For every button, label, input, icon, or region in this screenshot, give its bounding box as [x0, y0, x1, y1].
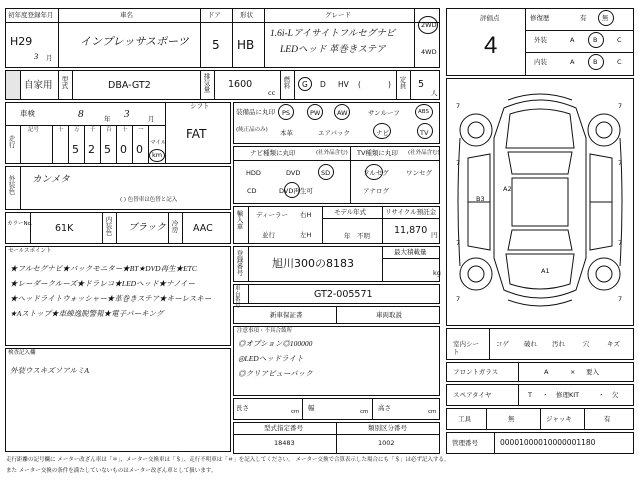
equip-sunroof: サンルーフ	[368, 109, 400, 117]
inspection-month-unit: 月	[148, 115, 155, 123]
tv-sub-label: (社外品含む)	[408, 150, 440, 156]
divider	[396, 70, 397, 100]
color-code-label: カラーNo.	[7, 221, 33, 227]
exterior-grade-c: C	[617, 36, 622, 44]
mileage-digit: 0	[136, 143, 143, 156]
interior-grade-b: B	[593, 58, 598, 66]
equip-leather: 本革	[280, 129, 293, 137]
mileage-h4: 百	[106, 127, 112, 133]
divider	[525, 8, 526, 76]
equip-pw: PW	[310, 109, 321, 117]
interior-sheet-label: 室内シート	[453, 340, 479, 357]
spare-tire-dot: ・	[542, 391, 549, 399]
inspection-label: 車検	[20, 109, 35, 118]
divider	[84, 125, 85, 164]
divider	[20, 166, 21, 210]
divider	[232, 8, 233, 68]
divider	[200, 8, 201, 68]
tv-fullseg: フルセグ	[363, 169, 389, 177]
notes-line: ◎クリアビューパック	[238, 369, 313, 378]
divider	[372, 398, 373, 420]
divider	[72, 70, 73, 100]
divider	[132, 125, 133, 164]
windshield-label: フロントガラス	[453, 368, 499, 376]
divider	[168, 212, 169, 244]
fuel-hv: HV	[338, 80, 349, 89]
tv-label: TV種類に丸印	[357, 149, 398, 157]
divider	[525, 30, 634, 31]
windshield-x: ×	[570, 368, 576, 376]
drive-selected: 2WD	[421, 21, 437, 29]
divider	[58, 70, 59, 100]
navi-sub-label: (社外品含む)	[316, 150, 348, 156]
damage-mark: A2	[503, 185, 512, 193]
navi-dvd: DVD	[286, 169, 301, 177]
model-year-label: モデル年式	[334, 208, 367, 216]
displacement: 1600	[228, 79, 253, 90]
max-load-unit: kg	[433, 269, 441, 277]
mileage-h5: 十	[122, 127, 128, 133]
navi-label: ナビ種類に丸印	[250, 149, 296, 157]
grade-label: グレード	[325, 11, 351, 19]
body-shape: HB	[237, 38, 255, 52]
divider	[382, 206, 383, 244]
equipment-sub-label: (純正品のみ)	[236, 127, 268, 133]
divider	[165, 102, 166, 164]
diagram-corner-label: 7	[456, 239, 461, 247]
interior-grade-a: A	[570, 58, 575, 66]
chassis-label: 車台番号	[235, 286, 241, 309]
car-diagram	[446, 78, 634, 326]
mileage-digit: 0	[120, 143, 127, 156]
divider	[540, 408, 541, 430]
mileage-digit: 5	[72, 143, 79, 156]
exterior-grade-b: B	[593, 36, 598, 44]
sales-point-line: ★レーダークルーズ★ドラレコ★LEDヘッド★ナノイー	[10, 279, 195, 288]
notes-line: ◎LEDヘッドライト	[238, 354, 304, 363]
spare-tire-label: スペアタイヤ	[453, 391, 492, 399]
height-unit: cm	[428, 409, 437, 415]
capacity: 5	[418, 79, 425, 90]
mileage-unit-km: km	[152, 151, 163, 159]
divider	[233, 160, 440, 161]
management-label: 管理番号	[452, 439, 478, 447]
mileage-sym-header: 記号	[28, 127, 40, 133]
diagram-corner-label: 7	[618, 102, 623, 110]
usage-side	[6, 71, 20, 99]
divider	[20, 125, 21, 164]
divider	[410, 70, 411, 100]
manual-label: 車両取説	[376, 311, 402, 319]
divider	[5, 125, 165, 126]
width-unit: cm	[360, 409, 369, 415]
reg-month: 3	[34, 51, 39, 61]
usage-row	[5, 70, 440, 100]
grade-line1: 1.6i-Lアイサイトフルセグナビ	[270, 29, 396, 39]
interior-color-label: 内装色	[104, 216, 113, 236]
shape-label: 形状	[240, 11, 253, 19]
divider	[102, 212, 103, 244]
shift-label: シフト	[190, 102, 210, 110]
registration-number: 旭川300の8183	[272, 257, 354, 270]
door-count: 5	[212, 38, 220, 52]
diagram-corner-label: 7	[456, 102, 461, 110]
spare-tire-dot: ・	[598, 391, 605, 399]
interior-color: ブラック	[128, 223, 166, 233]
divider	[382, 246, 383, 282]
divider	[280, 70, 281, 100]
exterior-block	[5, 166, 231, 210]
recycle-unit: 円	[431, 231, 438, 239]
sales-point-line: ★ヘッドライトウォッシャー★革巻きステア★キーレスキー	[10, 294, 212, 303]
first-reg-label: 初年度登録年月	[8, 11, 54, 19]
divider	[350, 146, 351, 204]
repair-no: 無	[602, 14, 609, 22]
model-year: 年 不明	[344, 232, 370, 240]
spare-tire-missing: 欠	[612, 391, 619, 399]
damage-mark: A1	[541, 267, 550, 275]
spare-tire-t: T	[528, 391, 532, 399]
divider	[294, 70, 295, 100]
equip-abs: ABS	[418, 109, 429, 115]
mileage-label: 走行	[7, 135, 16, 148]
jack-value: 有	[604, 415, 611, 423]
jack-label: ジャッキ	[546, 415, 572, 423]
equip-airbag: エアバック	[318, 129, 350, 137]
interior-grade-c: C	[617, 58, 622, 66]
grade-label: 評価点	[480, 14, 500, 22]
mileage-h2: 万	[74, 127, 80, 133]
mileage-digit: 2	[88, 143, 95, 156]
divider	[5, 22, 440, 23]
fuel-d: D	[320, 80, 326, 89]
divider	[336, 422, 337, 454]
divider	[489, 328, 490, 360]
car-name: インプレッサスポーツ	[80, 36, 189, 48]
interior-sheet-option: 穴	[583, 340, 590, 348]
divider	[58, 8, 59, 68]
mileage-unit-mile: マイル	[150, 140, 167, 146]
interior-sheet-option: コゲ	[496, 340, 509, 348]
reg-month-unit: 月	[46, 54, 53, 62]
fuel-label: 燃料	[282, 76, 291, 89]
divider	[494, 432, 495, 454]
diagram-corner-label: 7	[456, 295, 461, 303]
divider	[518, 384, 519, 406]
model-label: 型式	[60, 76, 69, 89]
diagram-corner-label: 7	[618, 159, 623, 167]
diagram-corner-label: 7	[618, 239, 623, 247]
fuel-g: G	[302, 80, 308, 89]
exterior-grade-label: 外装	[534, 36, 547, 44]
divider	[302, 398, 303, 420]
divider	[68, 125, 69, 164]
divider	[182, 212, 183, 244]
usage-type: 自家用	[24, 80, 53, 91]
ac-value: AAC	[193, 223, 213, 234]
tv-analog: アナログ	[363, 187, 389, 195]
windshield-replace: 要入	[586, 368, 599, 376]
divider	[200, 70, 201, 100]
navi-cd: CD	[247, 187, 257, 195]
divider	[518, 362, 519, 382]
divider	[116, 212, 117, 244]
inspector-block	[5, 348, 231, 452]
navi-sd: SD	[321, 169, 331, 177]
height-label: 高さ	[378, 404, 391, 412]
displacement-label: 排気量	[202, 73, 211, 93]
divider	[264, 8, 265, 68]
exterior-grade-a: A	[570, 36, 575, 44]
drive-other: 4WD	[421, 48, 437, 56]
notes-line: ◎オプション◎100000	[238, 339, 313, 348]
divider	[20, 70, 21, 100]
grade-score: 4	[484, 32, 498, 59]
equip-navi: ナビ	[376, 129, 389, 137]
exterior-color: カンメタ	[32, 175, 70, 185]
divider	[233, 434, 440, 435]
type-number: 18483	[274, 439, 295, 447]
ac-label: 冷房	[170, 220, 179, 233]
diagram-corner-label: 7	[618, 295, 623, 303]
length-unit: cm	[291, 409, 300, 415]
dimensions-block	[233, 398, 440, 420]
capacity-label: 定員	[398, 76, 407, 89]
diagram-corner-label: 7	[456, 159, 461, 167]
inspection-year: 8	[78, 108, 84, 120]
grade-line2: LEDヘッド 革巻きステア	[280, 45, 386, 55]
inspection-month: 3	[124, 108, 130, 120]
divider	[584, 408, 585, 430]
registration-label: 登録番号	[235, 250, 244, 276]
divider	[336, 306, 337, 324]
divider	[414, 8, 415, 68]
mileage-h1: 十	[58, 127, 64, 133]
import-label: 輸入車	[235, 210, 244, 230]
divider	[248, 284, 249, 304]
type-number-label: 型式指定番号	[264, 424, 303, 432]
exterior-color-note: ( ) 色替車は色替と記入	[120, 197, 178, 203]
sales-point-line: ★フルセグナビ★バックモニター★BT★DVD再生★ETC	[10, 264, 197, 273]
import-right: 右H	[300, 211, 312, 219]
management-number: 00001000010000001180	[500, 438, 596, 447]
divider	[100, 125, 101, 164]
reg-year: H29	[10, 35, 33, 48]
inspection-year-unit: 年	[104, 115, 111, 123]
navi-dvd-play: DVD再生可	[279, 187, 313, 195]
shift-value: FAT	[186, 127, 207, 141]
car-name-label: 車名	[120, 11, 133, 19]
windshield-a: A	[544, 368, 549, 376]
capacity-unit: 人	[431, 89, 438, 97]
max-load-label: 最大積載量	[394, 248, 427, 256]
divider	[382, 258, 440, 259]
interior-sheet-option: 破れ	[524, 340, 537, 348]
footer-line2: また メーター交換の条件を満たしていないものはメーター改ざん車として扱います。	[6, 468, 217, 474]
navi-hdd: HDD	[246, 169, 261, 177]
divider	[486, 408, 487, 430]
mileage-h3: 千	[90, 127, 96, 133]
repair-yes: 有	[580, 14, 587, 22]
divider	[248, 206, 249, 244]
divider	[116, 125, 117, 164]
import-dealer: ディーラー	[256, 211, 288, 219]
tools-value: 無	[508, 415, 515, 423]
door-label: ドア	[208, 11, 221, 19]
length-label: 長さ	[236, 404, 249, 412]
interior-grade-label: 内装	[534, 58, 547, 66]
inspector-label: 検査記入欄	[8, 350, 36, 356]
import-parallel: 並行	[262, 231, 275, 239]
sales-point-label: セールスポイント	[8, 248, 52, 254]
footer-line1: 走行距離の記号欄に メーター改ざん車は「＊」、メーター交換車は「＄」、走行不明車は「＃」を記入してください。 メーター交換で合算表示した場合にも「＄」は必ず記入する。	[6, 457, 450, 463]
divider	[248, 246, 249, 282]
fuel-paren-close: )	[388, 80, 391, 89]
notes-label: 注意事項・不具合箇所	[237, 328, 293, 334]
divider	[52, 125, 53, 164]
tv-oneseg: ワンセグ	[406, 169, 432, 177]
tools-label: 工具	[458, 415, 471, 423]
recycle-amount: 11,870	[394, 225, 428, 236]
exterior-label: 外装色	[7, 175, 16, 195]
equip-tv: TV	[420, 129, 429, 137]
divider	[30, 212, 31, 244]
chassis-number: GT2-005571	[314, 289, 373, 300]
divider	[214, 70, 215, 100]
new-warranty-label: 新車保証書	[270, 311, 303, 319]
equip-ps: PS	[282, 109, 291, 117]
divider	[322, 218, 440, 219]
equipment-label: 装備品に丸印	[236, 108, 275, 116]
fuel-paren-open: (	[358, 80, 361, 89]
class-number-label: 類別区分番号	[368, 424, 407, 432]
width-label: 幅	[308, 404, 315, 412]
equip-aw: AW	[337, 109, 348, 117]
divider	[525, 52, 634, 53]
mileage-h6: 一	[138, 127, 144, 133]
import-left: 左H	[300, 231, 312, 239]
model-code: DBA-GT2	[108, 80, 151, 91]
repair-label: 修復歴	[530, 14, 550, 22]
class-number: 1002	[378, 439, 395, 447]
inspector-text: 外装ウスキズソアルミA	[10, 366, 89, 375]
interior-sheet-option: キズ	[607, 340, 620, 348]
color-code: 61K	[55, 223, 74, 234]
mileage-digit: 5	[104, 143, 111, 156]
sales-point-line: ★Aストップ★車線逸脱警報★電子パーキング	[10, 309, 164, 318]
cc-unit: cc	[268, 89, 276, 97]
recycle-label: リサイクル預託金	[385, 208, 437, 216]
interior-sheet-option: 汚れ	[552, 340, 565, 348]
damage-mark: B3	[476, 195, 485, 203]
spare-tire-kit: 修理KIT	[556, 391, 580, 399]
divider	[322, 206, 323, 244]
